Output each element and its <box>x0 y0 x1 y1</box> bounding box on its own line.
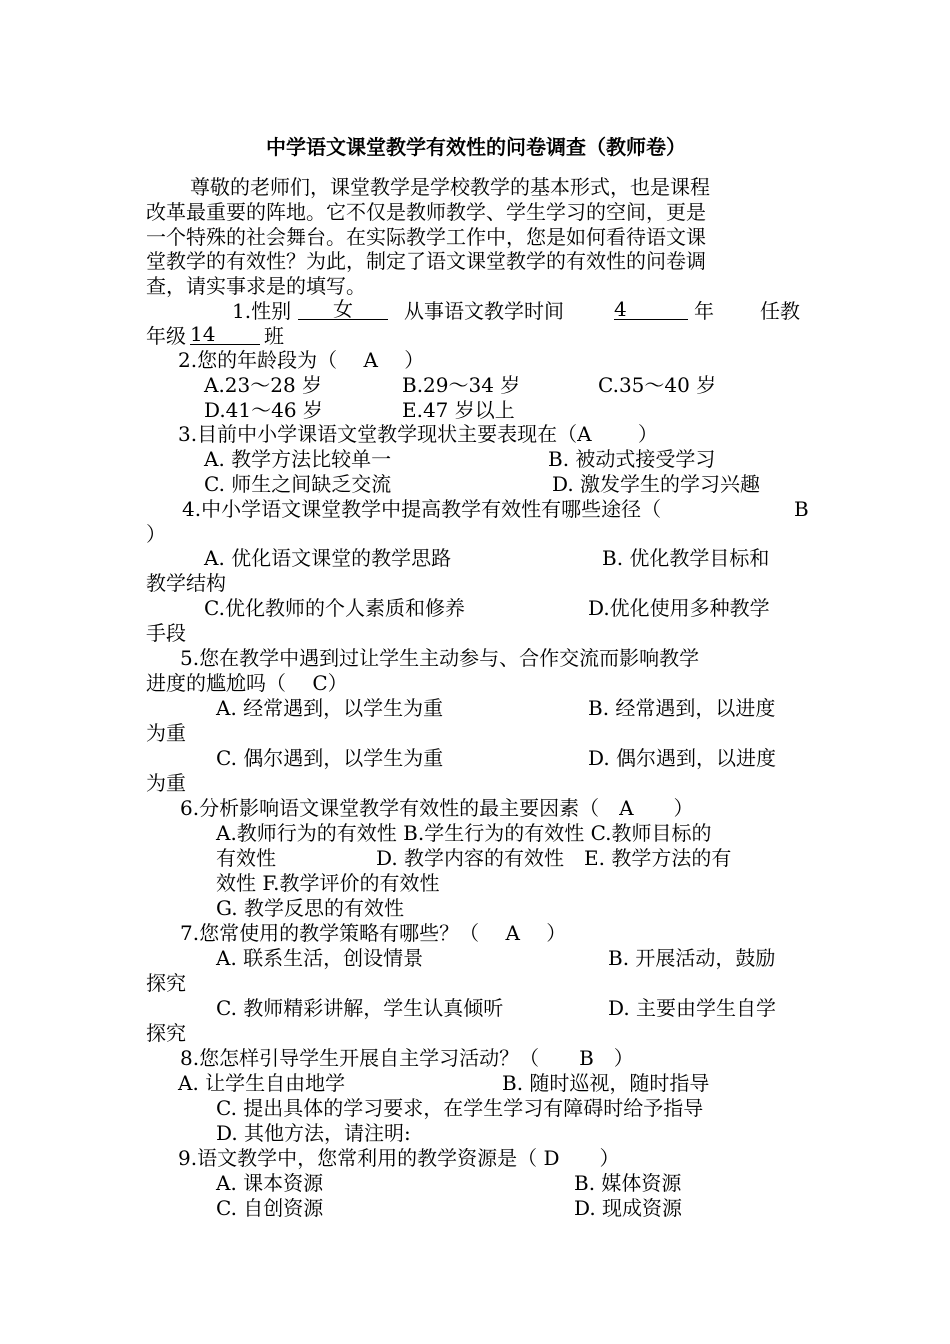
q1-class-unit: 班 <box>264 324 284 348</box>
q6-options-line-4: G. 教学反思的有效性 <box>216 896 404 920</box>
q1-grade-label-a: 任教 <box>760 299 800 323</box>
q2-option-a: A.23～28 岁 <box>204 373 323 397</box>
q4-question-text: 4.中小学语文课堂教学中提高教学有效性有哪些途径（ <box>182 497 662 521</box>
q1-grade-label-b: 年级 <box>146 324 186 348</box>
q6-question: 6.分析影响语文课堂教学有效性的最主要因素（ A ） <box>180 796 694 820</box>
q1-years-label: 从事语文教学时间 <box>404 299 564 323</box>
q3-question: 3.目前中小学课语文堂教学现状主要表现在（A ） <box>178 422 658 446</box>
intro-line-4: 堂教学的有效性？为此，制定了语文课堂教学的有效性的问卷调 <box>146 249 706 273</box>
q1-gender-label: 1.性别 <box>232 299 292 323</box>
q1-years-unit: 年 <box>694 299 714 323</box>
q1-grade-value: 14 <box>190 324 260 345</box>
q9-option-b: B. 媒体资源 <box>574 1171 682 1195</box>
q4-option-d: D.优化使用多种教学 <box>588 596 770 620</box>
q1-gender-value: 女 <box>298 299 388 320</box>
q2-option-d: D.41～46 岁 <box>204 398 323 422</box>
q4-option-c: C.优化教师的个人素质和修养 <box>204 596 465 620</box>
q8-question: 8.您怎样引导学生开展自主学习活动？（ B ） <box>180 1046 634 1070</box>
q7-option-b-wrap: 探究 <box>146 971 186 995</box>
q1-years-value: 4 <box>614 299 688 320</box>
q4-question-close: ） <box>146 522 166 546</box>
q8-option-b: B. 随时巡视，随时指导 <box>502 1071 710 1095</box>
q7-option-d: D. 主要由学生自学 <box>608 996 777 1020</box>
q8-option-a: A. 让学生自由地学 <box>178 1071 346 1095</box>
q5-option-b: B. 经常遇到，以进度 <box>588 696 776 720</box>
q6-options-line-2: 有效性 D. 教学内容的有效性 E. 教学方法的有 <box>216 846 732 870</box>
q5-option-a: A. 经常遇到，以学生为重 <box>216 696 444 720</box>
intro-line-3: 一个特殊的社会舞台。在实际教学工作中，您是如何看待语文课 <box>146 225 706 249</box>
q5-option-c: C. 偶尔遇到，以学生为重 <box>216 746 444 770</box>
q2-option-c: C.35～40 岁 <box>598 373 717 397</box>
q8-option-c: C. 提出具体的学习要求，在学生学习有障碍时给予指导 <box>216 1096 704 1120</box>
q7-option-d-wrap: 探究 <box>146 1021 186 1045</box>
q9-option-a: A. 课本资源 <box>216 1171 324 1195</box>
q5-option-d: D. 偶尔遇到，以进度 <box>588 746 777 770</box>
q7-option-b: B. 开展活动，鼓励 <box>608 946 776 970</box>
intro-line-1: 尊敬的老师们，课堂教学是学校教学的基本形式，也是课程 <box>190 175 710 199</box>
q4-answer: B <box>794 497 809 521</box>
intro-line-2: 改革最重要的阵地。它不仅是教师教学、学生学习的空间，更是 <box>146 200 706 224</box>
q2-option-e: E.47 岁以上 <box>402 398 515 422</box>
q3-option-d: D. 激发学生的学习兴趣 <box>552 472 761 496</box>
q3-option-b: B. 被动式接受学习 <box>548 447 716 471</box>
q5-option-b-wrap: 为重 <box>146 721 186 745</box>
q7-option-c: C. 教师精彩讲解，学生认真倾听 <box>216 996 504 1020</box>
q4-option-d-wrap: 手段 <box>146 621 186 645</box>
q6-options-line-1: A.教师行为的有效性 B.学生行为的有效性 C.教师目标的 <box>216 821 712 845</box>
q9-option-d: D. 现成资源 <box>574 1196 683 1220</box>
page-title: 中学语文课堂教学有效性的问卷调查（教师卷） <box>266 135 686 159</box>
q9-question: 9.语文教学中，您常利用的教学资源是（ D ） <box>178 1146 620 1170</box>
q2-option-b: B.29～34 岁 <box>402 373 521 397</box>
q4-option-b-wrap: 教学结构 <box>146 571 226 595</box>
q3-option-a: A. 教学方法比较单一 <box>204 447 392 471</box>
q2-question: 2.您的年龄段为（ A ） <box>178 348 425 372</box>
q7-option-a: A. 联系生活，创设情景 <box>216 946 424 970</box>
q6-options-line-3: 效性 F.教学评价的有效性 <box>216 871 440 895</box>
q4-option-a: A. 优化语文课堂的教学思路 <box>204 546 452 570</box>
q7-question: 7.您常使用的教学策略有哪些？（ A ） <box>180 921 567 945</box>
intro-line-5: 查，请实事求是的填写。 <box>146 274 366 298</box>
q5-option-d-wrap: 为重 <box>146 771 186 795</box>
q5-question-line-1: 5.您在教学中遇到过让学生主动参与、合作交流而影响教学 <box>180 646 700 670</box>
q3-option-c: C. 师生之间缺乏交流 <box>204 472 392 496</box>
q5-question-line-2: 进度的尴尬吗（ C） <box>146 671 348 695</box>
q4-option-b: B. 优化教学目标和 <box>602 546 770 570</box>
q8-option-d: D. 其他方法，请注明: <box>216 1121 411 1145</box>
q9-option-c: C. 自创资源 <box>216 1196 324 1220</box>
